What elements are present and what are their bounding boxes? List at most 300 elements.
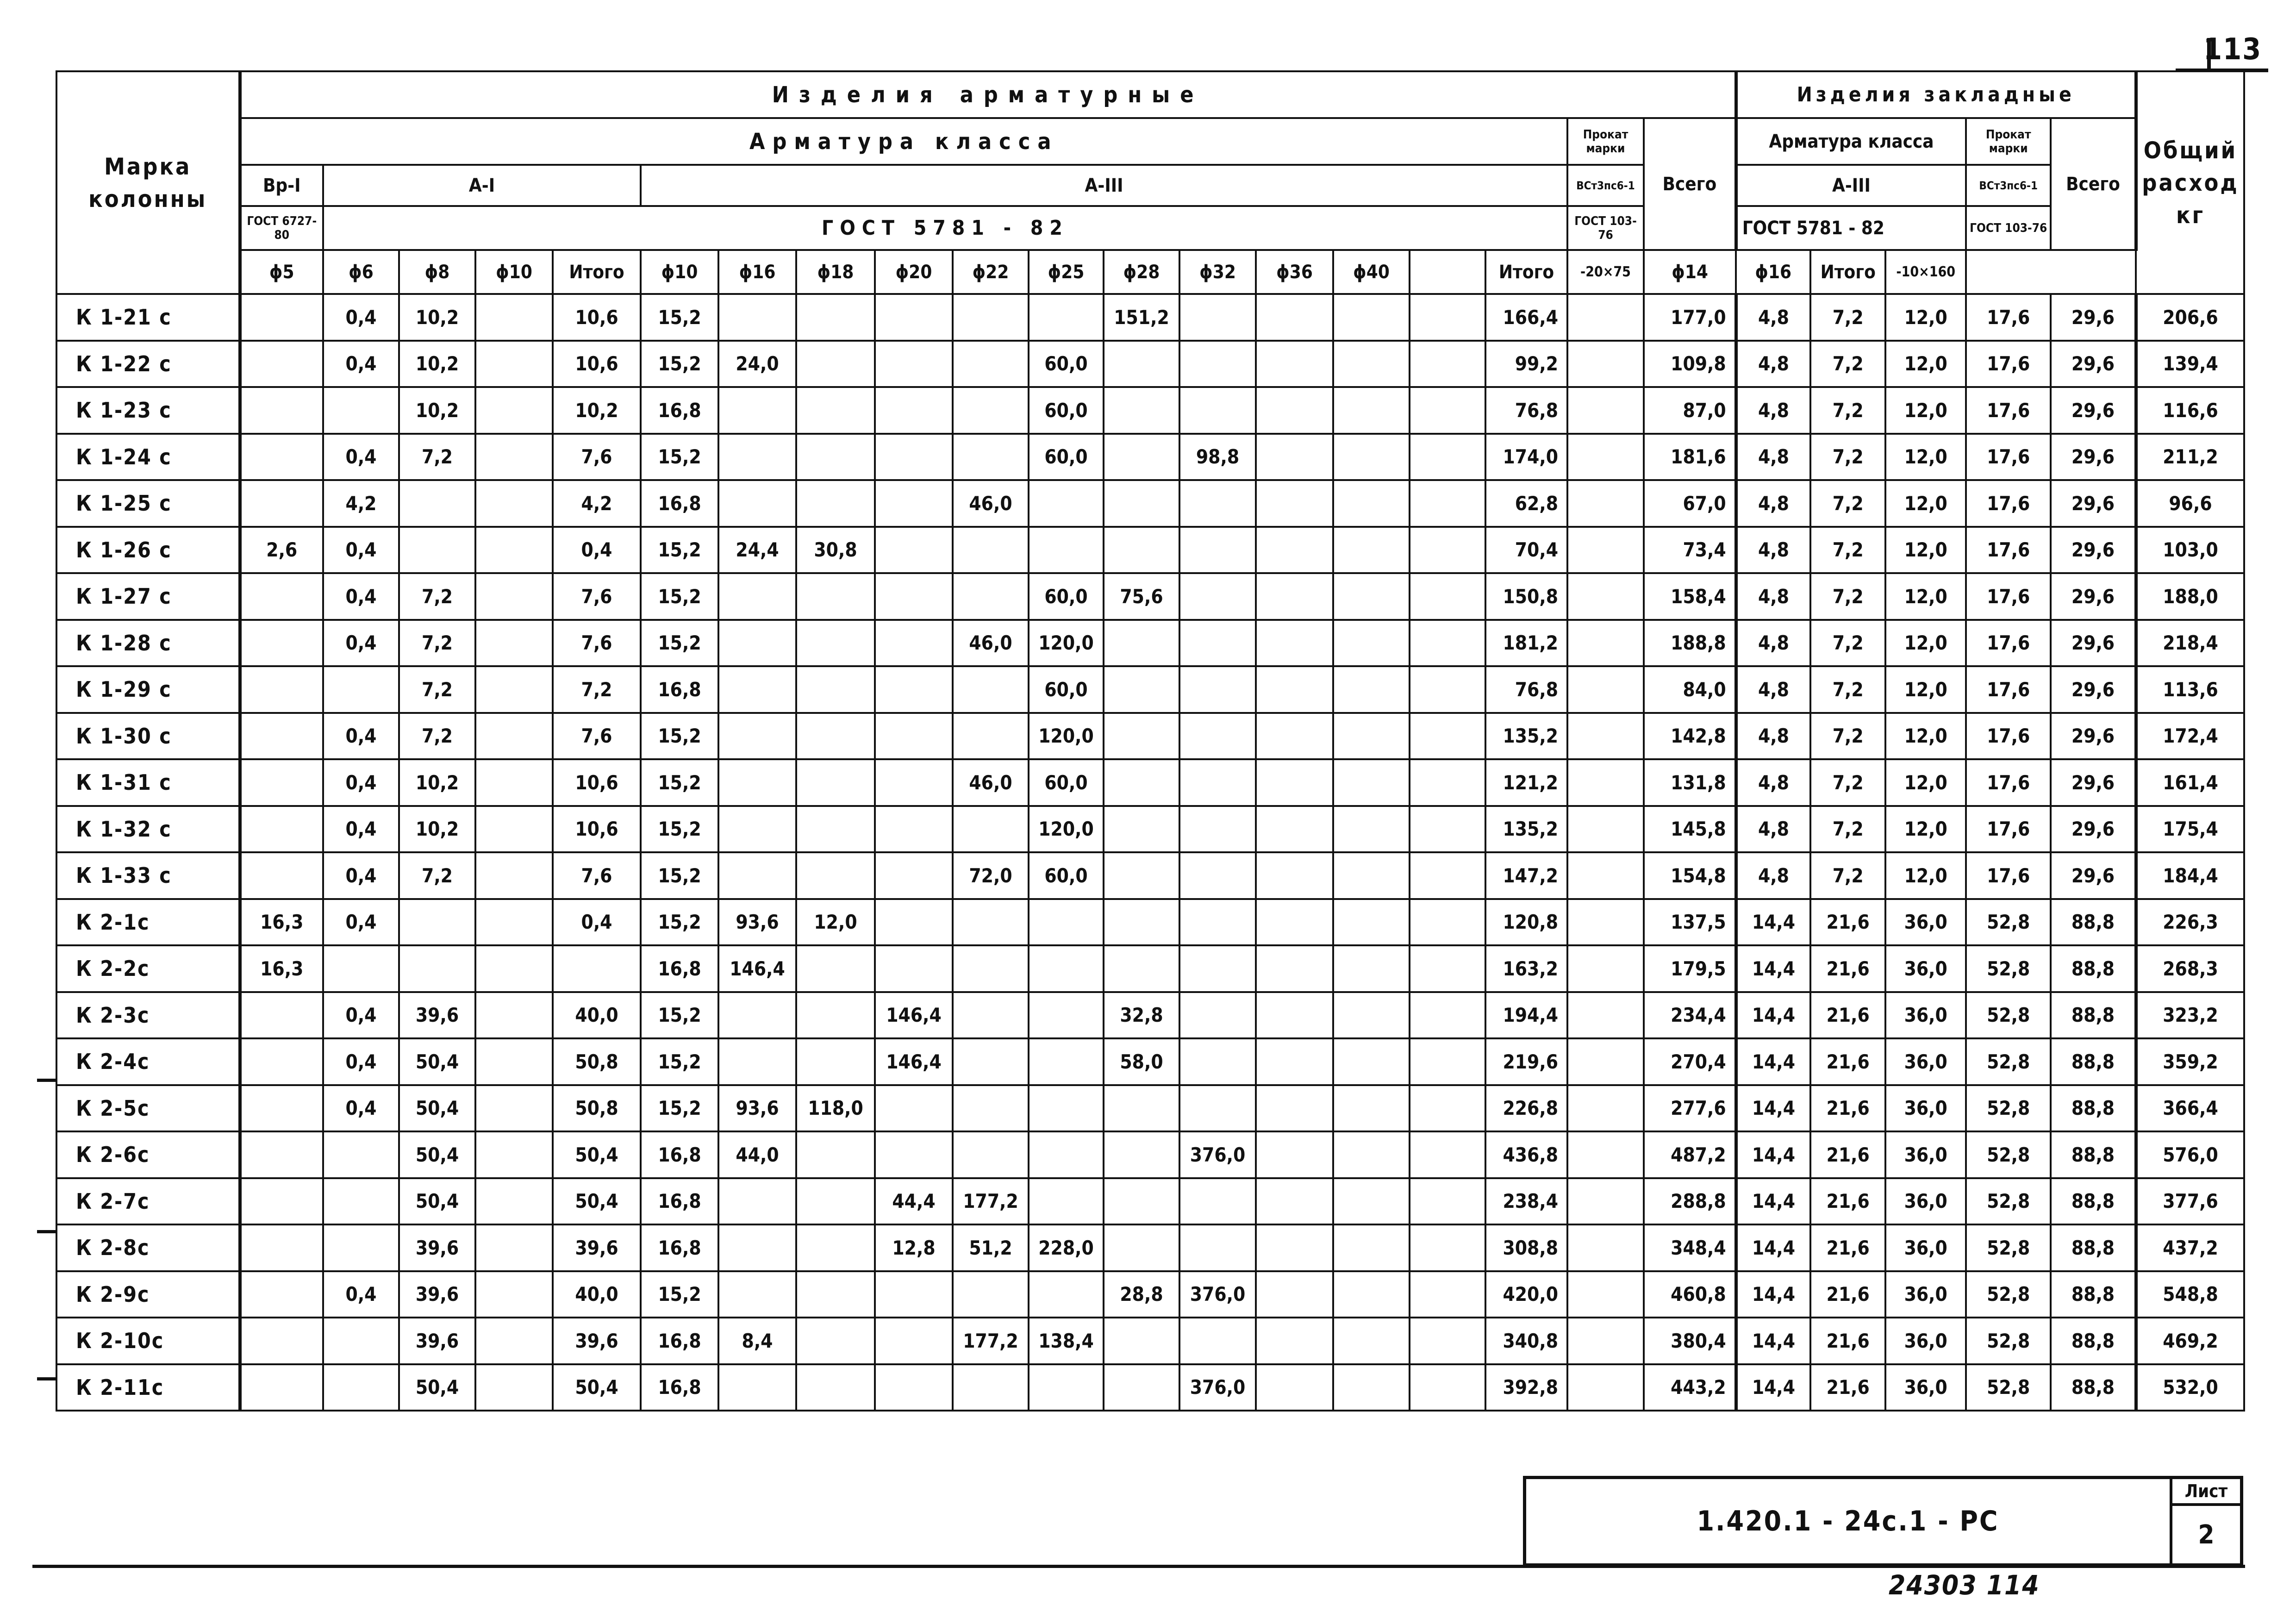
cell-a3-blank: [1410, 899, 1485, 946]
cell-a3-d10: 15,2: [641, 1085, 718, 1132]
table-row: [56, 387, 2244, 434]
cell-a1-d8: 7,2: [399, 434, 475, 481]
cell-a3-d10: 15,2: [641, 434, 718, 481]
cell-a3-d20: [875, 620, 953, 667]
cell-emb-sum: 29,6: [2051, 434, 2136, 481]
table-row: [56, 1085, 2244, 1132]
cell-a3-d22: [953, 1085, 1029, 1132]
cell-a1-d6: 0,4: [323, 759, 399, 806]
cell-a1-d6: 0,4: [323, 1085, 399, 1132]
sheet-label: Лист: [2170, 1479, 2240, 1506]
cell-mark: К 1-33 с: [56, 852, 240, 899]
cell-a3-d10: 15,2: [641, 852, 718, 899]
cell-a3-d36: [1256, 1038, 1333, 1085]
cell-a3-d16: [718, 992, 796, 1039]
cell-mark: К 2-11с: [56, 1364, 240, 1411]
cell-emb-sum: 88,8: [2051, 1131, 2136, 1178]
cell-emb-d14: 4,8: [1736, 620, 1810, 667]
cell-a1-total: 7,6: [553, 620, 641, 667]
cell-a3-d25: 138,4: [1029, 1318, 1104, 1364]
cell-a3-total: 120,8: [1485, 899, 1567, 946]
cell-a1-d10: [475, 1318, 553, 1364]
cell-total: 109,8: [1644, 341, 1736, 387]
cell-a3-d16: 44,0: [718, 1131, 796, 1178]
cell-a3-d16: [718, 573, 796, 620]
cell-a3-d18: [796, 1318, 875, 1364]
cell-a3-d16: [718, 620, 796, 667]
cell-a3-d40: [1333, 806, 1410, 853]
cell-emb-d16: 21,6: [1810, 1224, 1885, 1271]
cell-emb-total: 36,0: [1885, 1038, 1966, 1085]
embedded-rolled-grade-header: Прокат марки: [1966, 118, 2051, 165]
cell-a3-d25: [1029, 992, 1104, 1039]
cell-overall: 268,3: [2136, 945, 2244, 992]
cell-a3-d16: [718, 1038, 796, 1085]
cell-a3-d10: 16,8: [641, 1131, 718, 1178]
col-header-rolled-10x160: -10×160: [1885, 250, 1966, 294]
gost-5781-header: ГОСТ 5781 - 82: [323, 206, 1567, 250]
cell-overall: 576,0: [2136, 1131, 2244, 1178]
cell-a3-d32: [1179, 387, 1256, 434]
cell-a3-d20: [875, 945, 953, 992]
cell-a3-blank: [1410, 434, 1485, 481]
cell-vr-d5: [240, 620, 323, 667]
cell-emb-total: 12,0: [1885, 434, 1966, 481]
cell-a3-d20: [875, 341, 953, 387]
cell-a3-total: 174,0: [1485, 434, 1567, 481]
cell-emb-d16: 7,2: [1810, 713, 1885, 760]
cell-a3-d28: [1104, 713, 1179, 760]
cell-mark: К 1-22 с: [56, 341, 240, 387]
cell-emb-d16: 7,2: [1810, 294, 1885, 341]
cell-emb-sum: 88,8: [2051, 945, 2136, 992]
table-row: [56, 1364, 2244, 1411]
page-number: 113: [2203, 32, 2262, 67]
cell-a3-d40: [1333, 387, 1410, 434]
cell-a3-d40: [1333, 1271, 1410, 1318]
cell-overall: 184,4: [2136, 852, 2244, 899]
cell-a3-d20: 146,4: [875, 1038, 953, 1085]
gost-103-header: ГОСТ 103-76: [1567, 206, 1644, 250]
cell-a3-d40: [1333, 294, 1410, 341]
cell-a3-d18: [796, 434, 875, 481]
cell-a3-d20: 12,8: [875, 1224, 953, 1271]
col-header-a3-blank: [1410, 250, 1485, 294]
cell-a1-total: 10,2: [553, 387, 641, 434]
cell-a3-d16: 146,4: [718, 945, 796, 992]
table-row: [56, 341, 2244, 387]
cell-overall: 359,2: [2136, 1038, 2244, 1085]
cell-a3-d22: [953, 294, 1029, 341]
cell-a3-d22: [953, 527, 1029, 574]
cell-a3-total: 121,2: [1485, 759, 1567, 806]
cell-emb-sum: 29,6: [2051, 573, 2136, 620]
cell-rolled-20x75: [1567, 573, 1644, 620]
cell-a1-total: 7,2: [553, 666, 641, 713]
cell-a1-total: 0,4: [553, 899, 641, 946]
col-header-emb-d14: ϕ14: [1644, 250, 1736, 294]
mark-header-line-1: Марка: [104, 153, 192, 180]
cell-emb-d14: 14,4: [1736, 899, 1810, 946]
cell-total: 137,5: [1644, 899, 1736, 946]
cell-rolled-20x75: [1567, 1224, 1644, 1271]
cell-rolled-20x75: [1567, 480, 1644, 527]
cell-emb-sum: 29,6: [2051, 759, 2136, 806]
cell-emb-rolled-10x160: 52,8: [1966, 1131, 2051, 1178]
cell-overall: 377,6: [2136, 1178, 2244, 1225]
cell-total: 177,0: [1644, 294, 1736, 341]
table-row: [56, 573, 2244, 620]
cell-a3-d10: 15,2: [641, 899, 718, 946]
cell-emb-rolled-10x160: 52,8: [1966, 1224, 2051, 1271]
cell-a3-d16: [718, 480, 796, 527]
cell-overall: 437,2: [2136, 1224, 2244, 1271]
cell-a3-d32: [1179, 945, 1256, 992]
cell-a1-d6: 0,4: [323, 852, 399, 899]
cell-a3-d40: [1333, 1178, 1410, 1225]
cell-emb-total: 36,0: [1885, 899, 1966, 946]
cell-emb-total: 12,0: [1885, 527, 1966, 574]
cell-total: 460,8: [1644, 1271, 1736, 1318]
cell-a1-d6: 0,4: [323, 573, 399, 620]
cell-a1-total: [553, 945, 641, 992]
cell-a3-total: 238,4: [1485, 1178, 1567, 1225]
cell-a1-d8: 10,2: [399, 806, 475, 853]
cell-a3-d40: [1333, 1085, 1410, 1132]
cell-emb-rolled-10x160: 17,6: [1966, 480, 2051, 527]
cell-a3-d36: [1256, 806, 1333, 853]
cell-emb-d16: 7,2: [1810, 666, 1885, 713]
cell-overall: 226,3: [2136, 899, 2244, 946]
cell-a3-d36: [1256, 480, 1333, 527]
cell-emb-total: 12,0: [1885, 341, 1966, 387]
cell-emb-sum: 88,8: [2051, 1271, 2136, 1318]
reinforcement-products-header: Изделия арматурные: [240, 71, 1736, 118]
cell-emb-d16: 7,2: [1810, 527, 1885, 574]
cell-a3-d36: [1256, 1178, 1333, 1225]
cell-a3-d18: [796, 759, 875, 806]
cell-a3-d25: 120,0: [1029, 620, 1104, 667]
cell-emb-sum: 88,8: [2051, 1178, 2136, 1225]
cell-a1-d6: 0,4: [323, 1271, 399, 1318]
cell-a3-d20: [875, 713, 953, 760]
cell-a1-d10: [475, 434, 553, 481]
cell-a3-total: 76,8: [1485, 666, 1567, 713]
cell-a3-d20: [875, 1271, 953, 1318]
cell-a3-total: 226,8: [1485, 1085, 1567, 1132]
col-header-a3-d40: ϕ40: [1333, 250, 1410, 294]
cell-emb-rolled-10x160: 17,6: [1966, 713, 2051, 760]
cell-a3-d10: 15,2: [641, 713, 718, 760]
cell-overall: 161,4: [2136, 759, 2244, 806]
cell-emb-total: 12,0: [1885, 387, 1966, 434]
cell-total: 154,8: [1644, 852, 1736, 899]
cell-emb-rolled-10x160: 17,6: [1966, 387, 2051, 434]
cell-emb-d16: 21,6: [1810, 1038, 1885, 1085]
cell-a3-d10: 15,2: [641, 806, 718, 853]
cell-emb-d14: 4,8: [1736, 759, 1810, 806]
cell-a3-d16: 8,4: [718, 1318, 796, 1364]
cell-emb-d14: 14,4: [1736, 1318, 1810, 1364]
col-header-a3-total: Итого: [1485, 250, 1567, 294]
cell-vr-d5: 16,3: [240, 899, 323, 946]
cell-mark: К 1-23 с: [56, 387, 240, 434]
cell-a1-d8: 50,4: [399, 1131, 475, 1178]
cell-total: 188,8: [1644, 620, 1736, 667]
cell-a3-blank: [1410, 852, 1485, 899]
cell-emb-sum: 29,6: [2051, 806, 2136, 853]
table-row: [56, 1318, 2244, 1364]
cell-rolled-20x75: [1567, 1038, 1644, 1085]
cell-vr-d5: [240, 1038, 323, 1085]
cell-a3-d32: [1179, 1085, 1256, 1132]
cell-a3-d10: 16,8: [641, 1178, 718, 1225]
cell-emb-total: 36,0: [1885, 1318, 1966, 1364]
cell-a3-d22: 72,0: [953, 852, 1029, 899]
cell-emb-total: 12,0: [1885, 294, 1966, 341]
rolled-steel-header: ВСт3пс6-1: [1567, 165, 1644, 206]
cell-mark: К 1-24 с: [56, 434, 240, 481]
cell-a1-d6: 0,4: [323, 434, 399, 481]
cell-emb-total: 36,0: [1885, 1178, 1966, 1225]
table-row: [56, 480, 2244, 527]
cell-a1-d10: [475, 1364, 553, 1411]
cell-emb-rolled-10x160: 52,8: [1966, 1085, 2051, 1132]
cell-a1-d8: [399, 899, 475, 946]
cell-a3-d16: 93,6: [718, 1085, 796, 1132]
cell-total: 131,8: [1644, 759, 1736, 806]
cell-a3-d36: [1256, 1224, 1333, 1271]
cell-emb-d16: 7,2: [1810, 852, 1885, 899]
cell-a3-d28: [1104, 899, 1179, 946]
table-row: [56, 759, 2244, 806]
cell-a3-d40: [1333, 899, 1410, 946]
cell-a3-d32: [1179, 899, 1256, 946]
cell-a3-d32: [1179, 1318, 1256, 1364]
cell-a3-d40: [1333, 1131, 1410, 1178]
cell-a3-d32: [1179, 620, 1256, 667]
cell-a3-blank: [1410, 1318, 1485, 1364]
cell-a3-blank: [1410, 1178, 1485, 1225]
cell-a3-d18: [796, 294, 875, 341]
cell-a1-d8: 50,4: [399, 1178, 475, 1225]
cell-a3-d28: [1104, 945, 1179, 992]
embedded-gost-103-header: ГОСТ 103-76: [1966, 206, 2051, 250]
cell-a3-d32: [1179, 759, 1256, 806]
cell-a3-d40: [1333, 480, 1410, 527]
cell-vr-d5: [240, 480, 323, 527]
cell-rolled-20x75: [1567, 666, 1644, 713]
cell-a3-d25: [1029, 899, 1104, 946]
cell-a3-d22: [953, 1131, 1029, 1178]
cell-emb-sum: 29,6: [2051, 480, 2136, 527]
cell-rolled-20x75: [1567, 1318, 1644, 1364]
col-header-a3-d25: ϕ25: [1029, 250, 1104, 294]
cell-a3-total: 147,2: [1485, 852, 1567, 899]
cell-a3-d25: 60,0: [1029, 341, 1104, 387]
cell-a1-total: 10,6: [553, 294, 641, 341]
sheet-number: 2: [2170, 1506, 2240, 1563]
cell-a3-d32: [1179, 573, 1256, 620]
cell-emb-d16: 21,6: [1810, 1271, 1885, 1318]
cell-a3-total: 420,0: [1485, 1271, 1567, 1318]
cell-a1-d8: 7,2: [399, 852, 475, 899]
cell-a3-total: 340,8: [1485, 1318, 1567, 1364]
cell-a3-d18: [796, 713, 875, 760]
cell-total: 270,4: [1644, 1038, 1736, 1085]
cell-emb-sum: 29,6: [2051, 666, 2136, 713]
cell-a3-d28: 75,6: [1104, 573, 1179, 620]
cell-a3-d20: [875, 806, 953, 853]
cell-a3-blank: [1410, 1224, 1485, 1271]
cell-emb-d16: 7,2: [1810, 434, 1885, 481]
cell-vr-d5: [240, 1131, 323, 1178]
cell-a3-d25: [1029, 1131, 1104, 1178]
cell-a1-d10: [475, 1038, 553, 1085]
cell-a1-d6: 0,4: [323, 527, 399, 574]
cell-a3-d36: [1256, 434, 1333, 481]
cell-a3-d32: 376,0: [1179, 1271, 1256, 1318]
embedded-a3-header: А-III: [1736, 165, 1966, 206]
cell-a3-d20: [875, 1085, 953, 1132]
cell-a3-d22: 177,2: [953, 1178, 1029, 1225]
cell-a3-blank: [1410, 1085, 1485, 1132]
cell-a1-d6: [323, 1131, 399, 1178]
cell-a3-d10: 15,2: [641, 527, 718, 574]
cell-a3-d36: [1256, 666, 1333, 713]
cell-a1-d10: [475, 294, 553, 341]
cell-emb-rolled-10x160: 17,6: [1966, 806, 2051, 853]
cell-a3-d18: [796, 573, 875, 620]
cell-a1-d10: [475, 945, 553, 992]
cell-a1-d8: 7,2: [399, 713, 475, 760]
cell-a3-d16: [718, 806, 796, 853]
cell-a3-total: 99,2: [1485, 341, 1567, 387]
cell-a1-d10: [475, 480, 553, 527]
cell-total: 277,6: [1644, 1085, 1736, 1132]
cell-a1-d10: [475, 620, 553, 667]
cell-a3-d22: [953, 387, 1029, 434]
table-row: [56, 620, 2244, 667]
cell-emb-sum: 29,6: [2051, 527, 2136, 574]
cell-emb-rolled-10x160: 52,8: [1966, 1271, 2051, 1318]
col-header-rolled-20x75: -20×75: [1567, 250, 1644, 294]
reinforcement-specification-table: [56, 70, 2245, 1412]
table-row: [56, 852, 2244, 899]
cell-a3-blank: [1410, 341, 1485, 387]
cell-a3-d10: 15,2: [641, 1271, 718, 1318]
cell-emb-d14: 4,8: [1736, 852, 1810, 899]
cell-a3-d36: [1256, 620, 1333, 667]
cell-a1-d6: [323, 1318, 399, 1364]
cell-a1-d8: 50,4: [399, 1364, 475, 1411]
cell-emb-d14: 4,8: [1736, 527, 1810, 574]
cell-a3-blank: [1410, 945, 1485, 992]
cell-a3-d22: [953, 713, 1029, 760]
cell-emb-d16: 21,6: [1810, 1085, 1885, 1132]
cell-a3-d36: [1256, 573, 1333, 620]
cell-a3-d18: [796, 387, 875, 434]
cell-a3-d22: 46,0: [953, 759, 1029, 806]
cell-a3-d28: [1104, 620, 1179, 667]
cell-rolled-20x75: [1567, 620, 1644, 667]
cell-a3-d36: [1256, 1318, 1333, 1364]
col-header-a1-d6: ϕ6: [323, 250, 399, 294]
cell-a1-total: 0,4: [553, 527, 641, 574]
cell-a3-d16: 24,4: [718, 527, 796, 574]
cell-a3-d10: 15,2: [641, 1038, 718, 1085]
cell-a1-total: 50,8: [553, 1038, 641, 1085]
cell-a3-d28: [1104, 806, 1179, 853]
cell-a1-total: 39,6: [553, 1224, 641, 1271]
cell-total: 67,0: [1644, 480, 1736, 527]
cell-a1-total: 40,0: [553, 992, 641, 1039]
cell-vr-d5: [240, 1364, 323, 1411]
cell-a3-d40: [1333, 713, 1410, 760]
col-header-a1-total: Итого: [553, 250, 641, 294]
cell-overall: 96,6: [2136, 480, 2244, 527]
cell-a3-d32: [1179, 294, 1256, 341]
cell-total: 142,8: [1644, 713, 1736, 760]
cell-emb-rolled-10x160: 52,8: [1966, 992, 2051, 1039]
cell-vr-d5: [240, 666, 323, 713]
embedded-class-header: Арматура класса: [1736, 118, 1966, 165]
col-header-a3-d22: ϕ22: [953, 250, 1029, 294]
cell-a3-d20: 146,4: [875, 992, 953, 1039]
cell-a3-d40: [1333, 945, 1410, 992]
cell-emb-rolled-10x160: 52,8: [1966, 1318, 2051, 1364]
cell-emb-rolled-10x160: 17,6: [1966, 341, 2051, 387]
cell-a3-d28: [1104, 1318, 1179, 1364]
cell-rolled-20x75: [1567, 1364, 1644, 1411]
cell-mark: К 2-8с: [56, 1224, 240, 1271]
cell-emb-d16: 21,6: [1810, 992, 1885, 1039]
cell-a1-d8: 7,2: [399, 573, 475, 620]
cell-mark: К 1-29 с: [56, 666, 240, 713]
cell-a3-d28: [1104, 1224, 1179, 1271]
cell-rolled-20x75: [1567, 1178, 1644, 1225]
cell-a3-blank: [1410, 759, 1485, 806]
cell-emb-rolled-10x160: 52,8: [1966, 945, 2051, 992]
cell-overall: 172,4: [2136, 713, 2244, 760]
cell-emb-sum: 29,6: [2051, 294, 2136, 341]
cell-a3-d40: [1333, 992, 1410, 1039]
cell-emb-rolled-10x160: 17,6: [1966, 527, 2051, 574]
cell-emb-sum: 88,8: [2051, 899, 2136, 946]
cell-vr-d5: 16,3: [240, 945, 323, 992]
cell-a3-d22: [953, 945, 1029, 992]
cell-a3-blank: [1410, 387, 1485, 434]
cell-a3-d32: [1179, 1038, 1256, 1085]
cell-vr-d5: [240, 1318, 323, 1364]
cell-a3-blank: [1410, 294, 1485, 341]
cell-a3-total: 194,4: [1485, 992, 1567, 1039]
col-header-a3-d18: ϕ18: [796, 250, 875, 294]
table-row: [56, 899, 2244, 946]
total-header: Всего: [1644, 118, 1736, 250]
cell-overall: 206,6: [2136, 294, 2244, 341]
cell-a3-d18: [796, 1131, 875, 1178]
cell-a3-d18: [796, 620, 875, 667]
cell-emb-d14: 14,4: [1736, 992, 1810, 1039]
cell-a3-d10: 16,8: [641, 387, 718, 434]
overall-header-line-1: Общий: [2143, 137, 2238, 164]
cell-overall: 139,4: [2136, 341, 2244, 387]
cell-a1-total: 10,6: [553, 806, 641, 853]
cell-emb-d14: 14,4: [1736, 1085, 1810, 1132]
cell-emb-d16: 21,6: [1810, 899, 1885, 946]
overall-header-line-2: расход: [2142, 169, 2239, 196]
